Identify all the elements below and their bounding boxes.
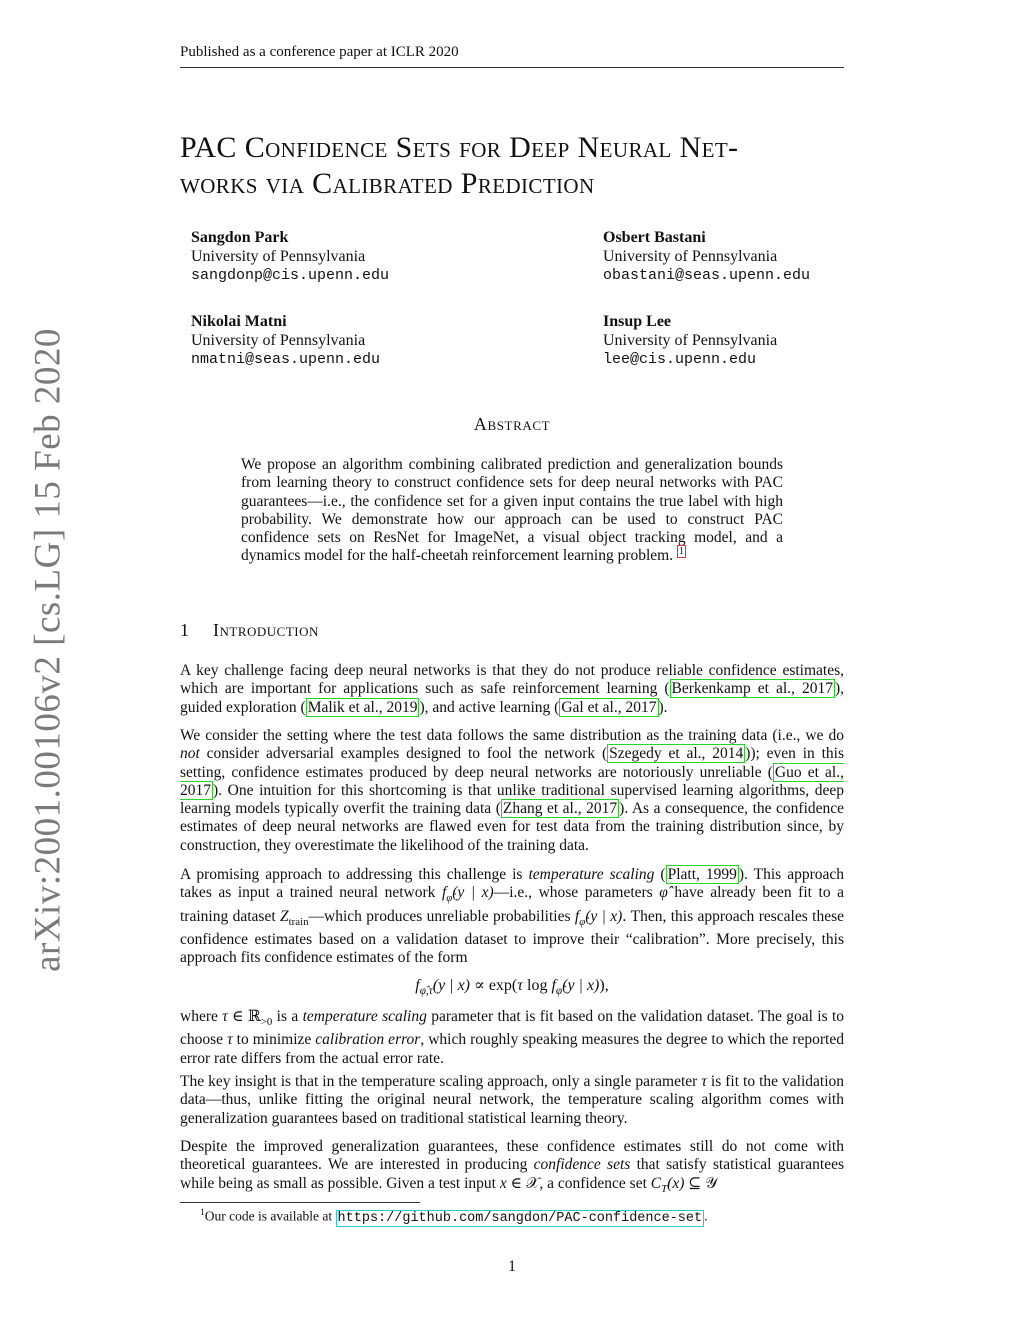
footnote-rule	[180, 1202, 420, 1203]
author-email: lee@cis.upenn.edu	[603, 351, 757, 368]
math-inline: τ	[701, 1073, 707, 1090]
text: . Then, this approach rescales these confidence estimates based on a validation dataset to improve their “calibration”. More precisely, this approach fits confidence estimates of the form	[180, 907, 844, 967]
title-line-1: PAC Confidence Sets for Deep Neural Net-	[180, 131, 739, 164]
citation-author: Szegedy et al.	[609, 745, 702, 763]
author-email: sangdonp@cis.upenn.edu	[191, 267, 390, 284]
text: ), and active learning (	[419, 698, 560, 716]
text: have already been fit to a training dataset	[180, 884, 844, 925]
text: to minimize	[232, 1031, 316, 1049]
author-affiliation: University of Pennsylvania	[603, 332, 778, 349]
text: , a confidence set	[539, 1174, 651, 1192]
text: is fit to the validation data—thus, unlike fitting the original neural network, the temperature scaling algorithm comes with generalization guarantees based on traditional statistical learning theory.	[180, 1073, 845, 1127]
math-inline: φ̂	[659, 884, 668, 902]
citation-year: 2019	[386, 698, 418, 716]
citation-author: Gal et al.	[561, 698, 618, 716]
text: , which roughly speaking measures the degree to which the reported error rate differs from the actual error rate.	[180, 1031, 844, 1067]
paragraph-2	[180, 727, 844, 855]
citation-link[interactable]: Platt, 1999	[667, 866, 737, 883]
arxiv-sidebar	[0, 0, 95, 1325]
text: The key insight is that in the temperature scaling approach, only a single parameter	[180, 1073, 702, 1090]
citation-author: Guo et al.	[774, 763, 841, 781]
citation-link[interactable]: Gal et al., 2017	[561, 698, 657, 716]
math-inline: $f_{\varphî}(y$ | x)	[441, 884, 494, 905]
abstract-body: We propose an algorithm combining calibrated prediction and generalization bounds from learning theory to construct confidence sets for deep neural networks with PAC guarantees—i.e., the confidence set for a given input contains the true label with high probability. We demonstrate how our approach can be used to construct PAC confidence sets on ResNet for ImageNet, a visual object tracking model, and a dynamics model for the half-cheetah reinforcement learning problem.	[241, 456, 783, 565]
author-affiliation: University of Pennsylvania	[603, 248, 778, 265]
text: that satisfy statistical guarantees while being as small as possible. Given a test input	[180, 1156, 844, 1192]
author-email: nmatni@seas.upenn.edu	[191, 351, 381, 368]
author-email: obastani@seas.upenn.edu	[603, 267, 811, 284]
footnote-text: Our code is available at	[204, 1208, 336, 1224]
text: (	[654, 866, 666, 883]
citation-author: Zhang et al.	[502, 800, 578, 818]
footnote	[200, 1208, 707, 1226]
text: We consider the setting where the test data follows the same distribution as the training data (i.e., we do	[180, 727, 844, 744]
abstract-heading: Abstract	[473, 414, 551, 434]
author-name: Sangdon Park	[191, 229, 289, 246]
text: is a	[272, 1008, 303, 1025]
section-number: 1	[180, 620, 190, 640]
citation-link[interactable]: Szegedy et al., 2014	[609, 745, 744, 763]
title-line-2: works via Calibrated Prediction	[180, 167, 595, 200]
citation-year: 2017	[801, 680, 833, 698]
section-heading	[180, 620, 844, 641]
abstract-text	[241, 456, 783, 566]
running-header: Published as a conference paper at ICLR 2020	[180, 44, 844, 68]
emphasis: not	[180, 745, 200, 763]
text: parameter that is fit based on the validation dataset. The goal is to choose	[180, 1008, 844, 1049]
text: Despite the improved generalization guarantees, these confidence estimates still do not come with theoretical guarantees. We are interested in producing	[180, 1138, 844, 1174]
citation-year: 2017	[586, 800, 618, 818]
citation-link[interactable]: Zhang et al., 2017	[502, 800, 618, 818]
author-name: Osbert Bastani	[603, 229, 706, 246]
author-affiliation: University of Pennsylvania	[191, 248, 366, 265]
text: ). This approach takes as input a trained neural network	[180, 866, 844, 902]
citation-link[interactable]	[670, 679, 835, 698]
text: ).	[658, 698, 668, 716]
text: —which produces unreliable probabilities	[308, 907, 575, 925]
math-inline: $C_T(x)$	[650, 1174, 685, 1195]
math-inline: $f_{\varphî}(y$ | x)	[574, 907, 623, 928]
text: ). As a consequence, the confidence estimates of deep neural networks are flawed even for test data from the training distribution since, by construction, they overestimate the likelihood of the training data.	[180, 800, 845, 854]
math-inline: $Z_{train}$	[280, 907, 309, 928]
text: ), guided exploration (	[180, 680, 845, 716]
arxiv-identifier: arXiv:2001.00106v2 [cs.LG] 15 Feb 2020	[27, 328, 69, 972]
paper-title	[180, 130, 844, 202]
paragraph-3	[180, 866, 844, 968]
math-inline: x	[499, 1174, 507, 1192]
paragraph-6: Despite the improved generalization guarantees, these confidence estimates still do not come with theoretical guarantees. We are interested in producing confidence sets that satisfy statistical guarantees while being as small as possible. Given a test input x ∈ 𝒳, a confidence set $C_T(x)$ ⊆ 𝒴	[180, 1138, 844, 1195]
text: A key challenge facing deep neural networks is that they do not produce reliable confidence estimates, which are important for applications such as safe reinforcement learning (	[180, 662, 844, 698]
paragraph-5	[180, 1073, 844, 1128]
citation-link[interactable]: Malik et al., 2019	[307, 698, 418, 716]
author-affiliation: University of Pennsylvania	[191, 332, 366, 349]
section-title: Introduction	[213, 620, 319, 640]
citation-year: 2017	[625, 698, 657, 716]
citation-year: 1999	[705, 866, 737, 883]
text: )); even in this setting, confidence estimates produced by deep neural networks are notoriously unreliable (	[180, 745, 845, 781]
emphasis: temperature scaling	[302, 1008, 427, 1025]
paragraph-4: where τ ∈ ℝ$_{>0}$ is a temperature scaling parameter that is fit based on the validation dataset. The goal is to choose τ to minimize calibration error, which roughly speaking measures the degree to which the reported error rate differs from the actual error rate.	[180, 1008, 844, 1067]
footnote-link[interactable]: 1	[678, 546, 684, 558]
paragraph-1	[180, 662, 844, 717]
footnote-end: .	[704, 1208, 708, 1224]
text: where	[180, 1008, 223, 1025]
author-name: Nikolai Matni	[191, 313, 287, 330]
emphasis: temperature scaling	[528, 866, 655, 883]
citation-author: Berkenkamp et al.,	[671, 680, 795, 698]
math-inline: τ	[222, 1008, 228, 1025]
emphasis: confidence sets	[533, 1156, 631, 1174]
citation-link[interactable]: Guo et al., 2017	[180, 763, 844, 799]
author-block	[603, 228, 810, 285]
author-name: Insup Lee	[603, 313, 672, 330]
author-block	[191, 228, 389, 285]
text: A promising approach to addressing this challenge is	[180, 866, 529, 883]
text: ). One intuition for this shortcoming is that unlike traditional supervised learning algorithms, deep learning models typically overfit the training data (	[180, 781, 844, 818]
math-inline: τ	[227, 1031, 233, 1049]
text: —i.e., whose parameters	[493, 884, 660, 902]
citation-year: 2014	[712, 745, 744, 763]
citation-author: Platt	[667, 866, 697, 883]
citation-year: 2017	[180, 781, 211, 799]
text: consider adversarial examples designed to fool the network (	[199, 745, 608, 763]
code-url-link[interactable]: https://github.com/sangdon/PAC-confidence-set	[337, 1210, 703, 1226]
emphasis: calibration error	[315, 1031, 421, 1049]
footnote-number: 1	[200, 1208, 205, 1218]
equation: $f_{\varphî,\tau}(y$ | x) ∝ exp(τ $\log f_{\varphî}(y$ | x)),	[415, 977, 609, 998]
author-block	[191, 312, 380, 369]
author-block	[603, 312, 777, 369]
page-number: 1	[508, 1258, 516, 1275]
citation-author: Malik et al.	[307, 698, 379, 716]
